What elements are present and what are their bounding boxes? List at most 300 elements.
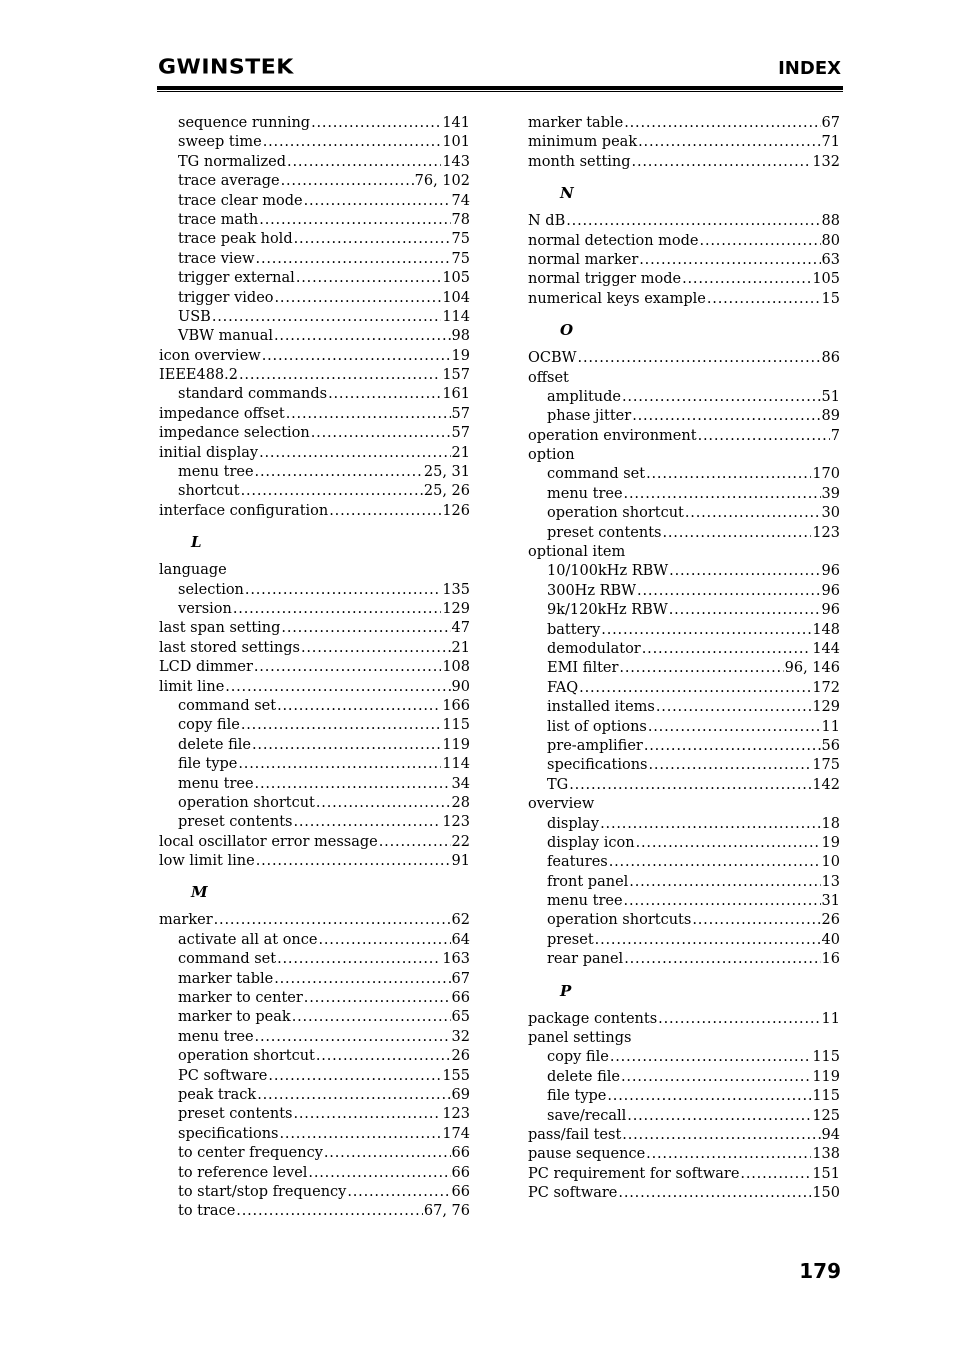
index-column-right (528, 114, 840, 1204)
index-term: local oscillator error message (159, 833, 378, 850)
index-subentry (159, 1183, 470, 1202)
index-subentry (159, 1028, 470, 1047)
dot-leader (698, 427, 830, 446)
index-term: OCBW (528, 350, 577, 367)
dot-leader (292, 1008, 451, 1027)
index-term: trace view (178, 250, 255, 267)
dot-leader (648, 718, 821, 737)
dot-leader (301, 639, 451, 658)
index-entry (159, 347, 470, 366)
index-term: trigger video (178, 289, 274, 306)
index-page-ref: 141 (442, 115, 470, 131)
index-page-ref: 80 (821, 232, 840, 249)
dot-leader (255, 463, 423, 482)
index-entry (159, 405, 470, 424)
dot-leader (316, 1047, 451, 1066)
index-subentry (528, 756, 840, 775)
index-term: IEEE488.2 (159, 367, 238, 384)
index-subentry (528, 659, 840, 678)
index-term: 300Hz RBW (547, 582, 637, 599)
index-subentry (159, 172, 470, 191)
index-entry (528, 114, 840, 133)
dot-leader (293, 1105, 441, 1124)
index-term: optional item (528, 544, 626, 561)
index-term: sequence running (178, 115, 311, 131)
index-subentry (159, 775, 470, 794)
index-page-ref: 18 (821, 815, 840, 832)
index-page-ref: 144 (812, 640, 840, 657)
index-term: numerical keys example (528, 290, 706, 307)
index-subentry (528, 1048, 840, 1067)
index-page-ref: 163 (442, 951, 470, 968)
index-subentry (528, 1068, 840, 1087)
index-subentry (159, 289, 470, 308)
index-term: save/recall (547, 1107, 627, 1124)
index-page-ref: 96 (821, 602, 840, 619)
index-entry (159, 833, 470, 852)
index-column-left (159, 114, 470, 1222)
index-page-ref: 174 (442, 1125, 470, 1142)
index-page-ref: 13 (821, 873, 840, 890)
index-term: EMI filter (547, 660, 619, 677)
index-term: menu tree (178, 464, 254, 481)
index-entry (528, 795, 840, 814)
dot-leader (241, 716, 441, 735)
index-subentry (528, 1107, 840, 1126)
dot-leader (669, 562, 820, 581)
dot-leader (286, 405, 451, 424)
index-subentry (159, 133, 470, 152)
index-term: 9k/120kHz RBW (547, 602, 668, 619)
index-page-ref: 67 (821, 115, 840, 131)
index-entry (528, 290, 840, 309)
section-letter: O (560, 321, 574, 340)
dot-leader (607, 1087, 811, 1106)
index-subentry (528, 853, 840, 872)
index-page-ref: 71 (821, 134, 840, 151)
index-page-ref: 34 (451, 775, 470, 792)
dot-leader (646, 1145, 811, 1164)
index-page-ref: 115 (812, 1049, 840, 1066)
index-page-ref: 161 (442, 386, 470, 403)
index-term: trace average (178, 173, 280, 190)
index-entry (159, 619, 470, 638)
header-rule (157, 86, 843, 90)
index-term: command set (178, 951, 277, 968)
dot-leader (311, 424, 451, 443)
dot-leader (329, 502, 441, 521)
dot-leader (579, 679, 811, 698)
dot-leader (700, 232, 821, 251)
index-page-ref: 115 (812, 1088, 840, 1105)
index-subentry (159, 250, 470, 269)
index-term: marker to center (178, 990, 303, 1007)
dot-leader (308, 1164, 450, 1183)
index-term: to center frequency (178, 1145, 323, 1162)
index-subentry (159, 755, 470, 774)
index-entry (528, 251, 840, 270)
index-page-ref: 138 (812, 1146, 840, 1163)
dot-leader (685, 504, 821, 523)
dot-leader (318, 931, 450, 950)
dot-leader (638, 133, 820, 152)
index-subentry (528, 873, 840, 892)
dot-leader (622, 388, 821, 407)
index-page-ref: 129 (812, 699, 840, 716)
index-page-ref: 67 (451, 970, 470, 987)
index-page-ref: 65 (451, 1009, 470, 1026)
index-subentry (159, 211, 470, 230)
index-term: to reference level (178, 1164, 308, 1181)
index-subentry (159, 950, 470, 969)
index-term: N dB (528, 213, 566, 230)
index-term: operation shortcut (178, 794, 315, 811)
index-subentry (159, 1144, 470, 1163)
dot-leader (316, 794, 451, 813)
index-page-ref: 57 (451, 405, 470, 422)
dot-leader (236, 1202, 423, 1221)
index-page-ref: 105 (812, 271, 840, 288)
index-subentry (159, 1067, 470, 1086)
dot-leader (648, 756, 811, 775)
dot-leader (304, 989, 451, 1008)
index-entry (528, 1184, 840, 1203)
index-term: marker table (528, 115, 624, 131)
index-page-ref: 19 (821, 834, 840, 851)
index-page-ref: 96 (821, 582, 840, 599)
index-entry (528, 212, 840, 231)
index-term: marker to peak (178, 1009, 291, 1026)
index-term: display (547, 815, 600, 832)
index-page-ref: 151 (812, 1165, 840, 1182)
index-term: impedance selection (159, 425, 310, 442)
index-page-ref: 94 (821, 1126, 840, 1143)
index-page-ref: 157 (442, 367, 470, 384)
index-subentry (159, 716, 470, 735)
index-page-ref: 64 (451, 931, 470, 948)
index-entry (528, 1165, 840, 1184)
index-entry (528, 1029, 840, 1048)
index-page-ref: 25, 31 (423, 464, 470, 481)
index-page-ref: 98 (451, 328, 470, 345)
index-entry (159, 366, 470, 385)
index-entry (528, 446, 840, 465)
index-page-ref: 88 (821, 213, 840, 230)
dot-leader (627, 1107, 811, 1126)
dot-leader (324, 1144, 451, 1163)
index-page-ref: 126 (442, 502, 470, 519)
index-page-ref: 123 (812, 524, 840, 541)
index-page-ref: 123 (442, 814, 470, 831)
dot-leader (379, 833, 451, 852)
index-subentry (528, 679, 840, 698)
dot-leader (610, 1048, 811, 1067)
index-subentry (159, 463, 470, 482)
dot-leader (692, 911, 820, 930)
index-page-ref: 105 (442, 270, 470, 287)
index-entry (528, 1010, 840, 1029)
index-page-ref: 67, 76 (423, 1203, 470, 1220)
brand-logo: GWINSTEK (158, 56, 294, 79)
index-subentry (528, 892, 840, 911)
index-term: marker table (178, 970, 274, 987)
index-term: month setting (528, 153, 631, 170)
index-term: preset (547, 931, 594, 948)
dot-leader (629, 873, 820, 892)
index-page-ref: 25, 26 (423, 483, 470, 500)
dot-leader (259, 444, 450, 463)
index-term: phase jitter (547, 408, 632, 425)
dot-leader (239, 366, 441, 385)
index-entry (528, 349, 840, 368)
index-term: overview (528, 796, 595, 813)
index-page-ref: 132 (812, 153, 840, 170)
index-subentry (528, 601, 840, 620)
index-page-ref: 40 (821, 931, 840, 948)
index-term: LCD dimmer (159, 659, 253, 676)
index-subentry (159, 192, 470, 211)
dot-leader (281, 619, 450, 638)
index-entry (528, 232, 840, 251)
section-title: INDEX (778, 58, 841, 79)
index-subentry (159, 1202, 470, 1221)
index-term: demodulator (547, 640, 641, 657)
index-page-ref: 26 (821, 912, 840, 929)
index-subentry (159, 1105, 470, 1124)
index-term: minimum peak (528, 134, 638, 151)
dot-leader (225, 678, 450, 697)
index-entry (528, 1126, 840, 1145)
index-page-ref: 51 (821, 388, 840, 405)
index-page-ref: 114 (442, 308, 470, 325)
index-page-ref: 39 (821, 485, 840, 502)
dot-leader (296, 269, 442, 288)
index-page-ref: 66 (451, 1145, 470, 1162)
index-page-ref: 104 (442, 289, 470, 306)
dot-leader (254, 658, 441, 677)
index-page-ref: 119 (812, 1068, 840, 1085)
dot-leader (682, 270, 811, 289)
index-entry (528, 133, 840, 152)
dot-leader (566, 212, 820, 231)
index-page-ref: 96 (821, 563, 840, 580)
index-term: limit line (159, 678, 225, 695)
index-subentry (528, 640, 840, 659)
index-subentry (159, 1086, 470, 1105)
index-term: last stored settings (159, 639, 300, 656)
index-entry (528, 427, 840, 446)
index-term: installed items (547, 699, 655, 716)
index-page-ref: 30 (821, 505, 840, 522)
index-subentry (159, 970, 470, 989)
dot-leader (275, 289, 442, 308)
index-term: delete file (178, 736, 251, 753)
index-subentry (528, 776, 840, 795)
index-subentry (159, 482, 470, 501)
dot-leader (639, 251, 820, 270)
index-term: VBW manual (178, 328, 273, 345)
dot-leader (637, 582, 821, 601)
dot-leader (241, 482, 423, 501)
index-subentry (528, 621, 840, 640)
dot-leader (293, 813, 441, 832)
dot-leader (281, 172, 414, 191)
index-subentry (159, 327, 470, 346)
index-page-ref: 63 (821, 251, 840, 268)
index-page-ref: 86 (821, 350, 840, 367)
index-entry (159, 911, 470, 930)
section-letter: L (191, 533, 202, 552)
index-subentry (159, 1125, 470, 1144)
index-entry (528, 270, 840, 289)
dot-leader (618, 1184, 811, 1203)
index-page-ref: 123 (442, 1106, 470, 1123)
index-page-ref: 91 (451, 853, 470, 870)
index-term: specifications (547, 757, 648, 774)
index-page-ref: 21 (451, 444, 470, 461)
index-subentry (528, 465, 840, 484)
dot-leader (328, 385, 441, 404)
index-term: command set (178, 697, 277, 714)
index-page-ref: 66 (451, 990, 470, 1007)
index-term: pass/fail test (528, 1126, 622, 1143)
index-term: menu tree (178, 1028, 254, 1045)
dot-leader (274, 327, 451, 346)
index-term: low limit line (159, 853, 255, 870)
index-term: package contents (528, 1010, 658, 1027)
index-subentry (528, 950, 840, 969)
index-term: command set (547, 466, 646, 483)
index-term: FAQ (547, 679, 579, 696)
index-subentry (159, 269, 470, 288)
index-term: USB (178, 308, 211, 325)
index-page-ref: 148 (812, 621, 840, 638)
index-entry (159, 639, 470, 658)
dot-leader (669, 601, 821, 620)
index-subentry (159, 581, 470, 600)
index-entry (528, 1145, 840, 1164)
index-term: operation shortcut (178, 1048, 315, 1065)
index-entry (528, 153, 840, 172)
index-page-ref: 28 (451, 794, 470, 811)
section-letter: M (191, 883, 208, 902)
dot-leader (255, 1028, 451, 1047)
index-page-ref: 32 (451, 1028, 470, 1045)
index-subentry (528, 388, 840, 407)
dot-leader (595, 931, 821, 950)
index-term: sweep time (178, 134, 262, 151)
index-page-ref: 66 (451, 1183, 470, 1200)
index-page-ref: 57 (451, 425, 470, 442)
index-page-ref: 75 (451, 231, 470, 248)
index-term: menu tree (547, 485, 623, 502)
index-entry (159, 424, 470, 443)
dot-leader (263, 133, 442, 152)
index-term: file type (178, 756, 238, 773)
index-term: selection (178, 581, 244, 598)
dot-leader (259, 211, 450, 230)
index-subentry (159, 1008, 470, 1027)
index-page-ref: 89 (821, 408, 840, 425)
dot-leader (233, 600, 441, 619)
index-term: interface configuration (159, 502, 329, 519)
index-term: TG (547, 776, 569, 793)
dot-leader (252, 736, 441, 755)
dot-leader (212, 308, 442, 327)
index-page-ref: 115 (442, 717, 470, 734)
index-term: list of options (547, 718, 647, 735)
index-page-ref: 11 (821, 718, 840, 735)
dot-leader (624, 892, 821, 911)
index-subentry (159, 813, 470, 832)
header-rule-thin (157, 91, 843, 92)
index-term: initial display (159, 444, 259, 461)
dot-leader (347, 1183, 450, 1202)
index-subentry (528, 834, 840, 853)
index-entry (159, 658, 470, 677)
dot-leader (624, 950, 820, 969)
dot-leader (740, 1165, 811, 1184)
dot-leader (636, 834, 821, 853)
index-term: preset contents (547, 524, 662, 541)
dot-leader (621, 1068, 811, 1087)
index-page-ref: 16 (821, 951, 840, 968)
index-subentry (528, 698, 840, 717)
index-page-ref: 10 (821, 854, 840, 871)
index-page-ref: 21 (451, 639, 470, 656)
index-term: last span setting (159, 620, 281, 637)
dot-leader (642, 640, 812, 659)
index-term: option (528, 447, 575, 464)
index-term: trigger external (178, 270, 295, 287)
index-entry (159, 502, 470, 521)
index-term: copy file (547, 1049, 609, 1066)
dot-leader (279, 1125, 441, 1144)
dot-leader (646, 465, 811, 484)
dot-leader (622, 1126, 820, 1145)
index-term: trace peak hold (178, 231, 293, 248)
dot-leader (601, 621, 811, 640)
index-subentry (528, 407, 840, 426)
index-page-ref: 19 (451, 347, 470, 364)
index-term: PC software (528, 1185, 618, 1202)
index-page-ref: 22 (451, 833, 470, 850)
index-page-ref: 175 (812, 757, 840, 774)
index-subentry (528, 504, 840, 523)
index-term: preset contents (178, 1106, 293, 1123)
dot-leader (624, 485, 821, 504)
index-page-ref: 56 (821, 737, 840, 754)
dot-leader (707, 290, 821, 309)
dot-leader (569, 776, 811, 795)
index-subentry (159, 230, 470, 249)
index-page-ref: 96, 146 (784, 660, 840, 677)
index-entry (528, 543, 840, 562)
index-term: normal detection mode (528, 232, 699, 249)
dot-leader (257, 1086, 450, 1105)
section-letter: P (560, 981, 572, 1000)
index-term: version (178, 600, 232, 617)
dot-leader (609, 853, 821, 872)
dot-leader (578, 349, 821, 368)
index-term: marker (159, 912, 213, 929)
index-term: normal marker (528, 251, 639, 268)
dot-leader (311, 114, 441, 133)
index-term: impedance offset (159, 405, 285, 422)
index-subentry (159, 385, 470, 404)
dot-leader (632, 407, 820, 426)
index-term: rear panel (547, 951, 624, 968)
